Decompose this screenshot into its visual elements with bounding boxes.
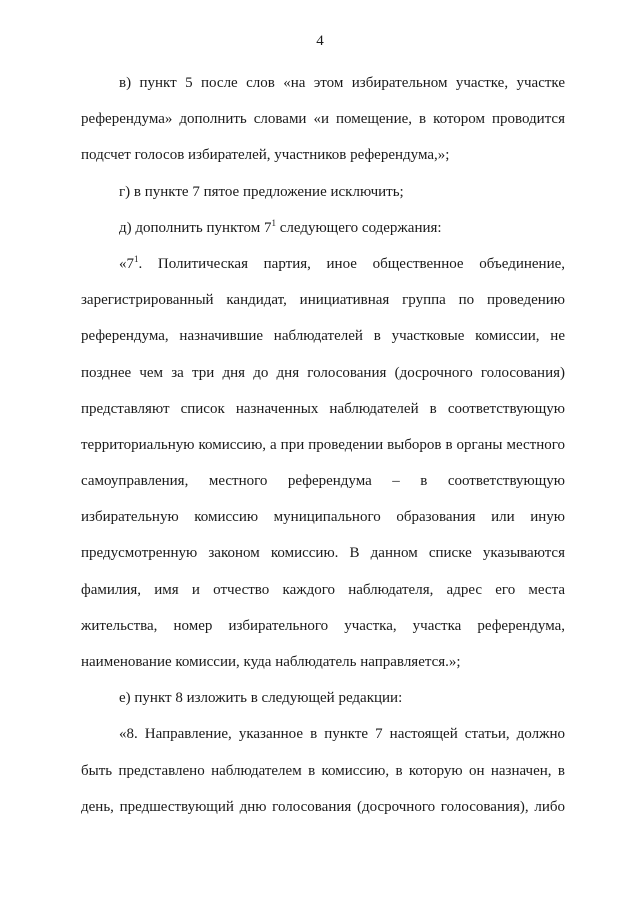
text-line: позднее чем за три дня до дня голосования (досрочного голосования) xyxy=(81,364,565,381)
text-line: г) в пункте 7 пятое предложение исключить; xyxy=(119,183,404,200)
text-line xyxy=(81,246,565,282)
text-line: зарегистрированный кандидат, инициативная группа по проведению xyxy=(81,292,565,309)
text-line: фамилия, имя и отчество каждого наблюдателя, адрес его места xyxy=(81,581,565,598)
document-body xyxy=(81,65,565,825)
text-line: референдума, назначившие наблюдателей в участковые комиссии, не xyxy=(81,328,565,345)
text-line: «8. Направление, указанное в пункте 7 настоящей статьи, должно xyxy=(119,726,565,743)
superscript: 1 xyxy=(271,217,276,228)
text-fragment: «7 xyxy=(119,255,134,272)
text-fragment: . Политическая партия, иное общественное объединение, xyxy=(138,255,565,272)
text-line: е) пункт 8 изложить в следующей редакции: xyxy=(119,690,403,707)
text-line: самоуправления, местного референдума – в соответствующую xyxy=(81,473,565,490)
superscript: 1 xyxy=(134,253,139,264)
text-fragment: д) дополнить пунктом 7 xyxy=(119,219,272,236)
text-fragment: следующего содержания: xyxy=(275,219,442,236)
text-line: наименование комиссии, куда наблюдатель направляется.»; xyxy=(81,654,461,670)
text-line: день, предшествующий дню голосования (досрочного голосования), либо xyxy=(81,798,565,815)
text-line: подсчет голосов избирателей, участников референдума,»; xyxy=(81,147,450,164)
text-line: предусмотренную законом комиссию. В данном списке указываются xyxy=(81,545,565,562)
text-line: в) пункт 5 после слов «на этом избирательном участке, участке xyxy=(119,75,565,91)
page-number: 4 xyxy=(316,33,324,49)
text-line: референдума» дополнить словами «и помещение, в котором проводится xyxy=(81,111,565,128)
text-line: быть представлено наблюдателем в комиссию, в которую он назначен, в xyxy=(81,762,565,779)
text-line: представляют список назначенных наблюдателей в соответствующую xyxy=(81,400,565,417)
text-line: жительства, номер избирательного участка, участка референдума, xyxy=(81,617,565,634)
text-line xyxy=(81,210,565,246)
text-line: территориальную комиссию, а при проведении выборов в органы местного xyxy=(81,436,565,453)
text-line: избирательную комиссию муниципального образования или иную xyxy=(81,509,565,526)
